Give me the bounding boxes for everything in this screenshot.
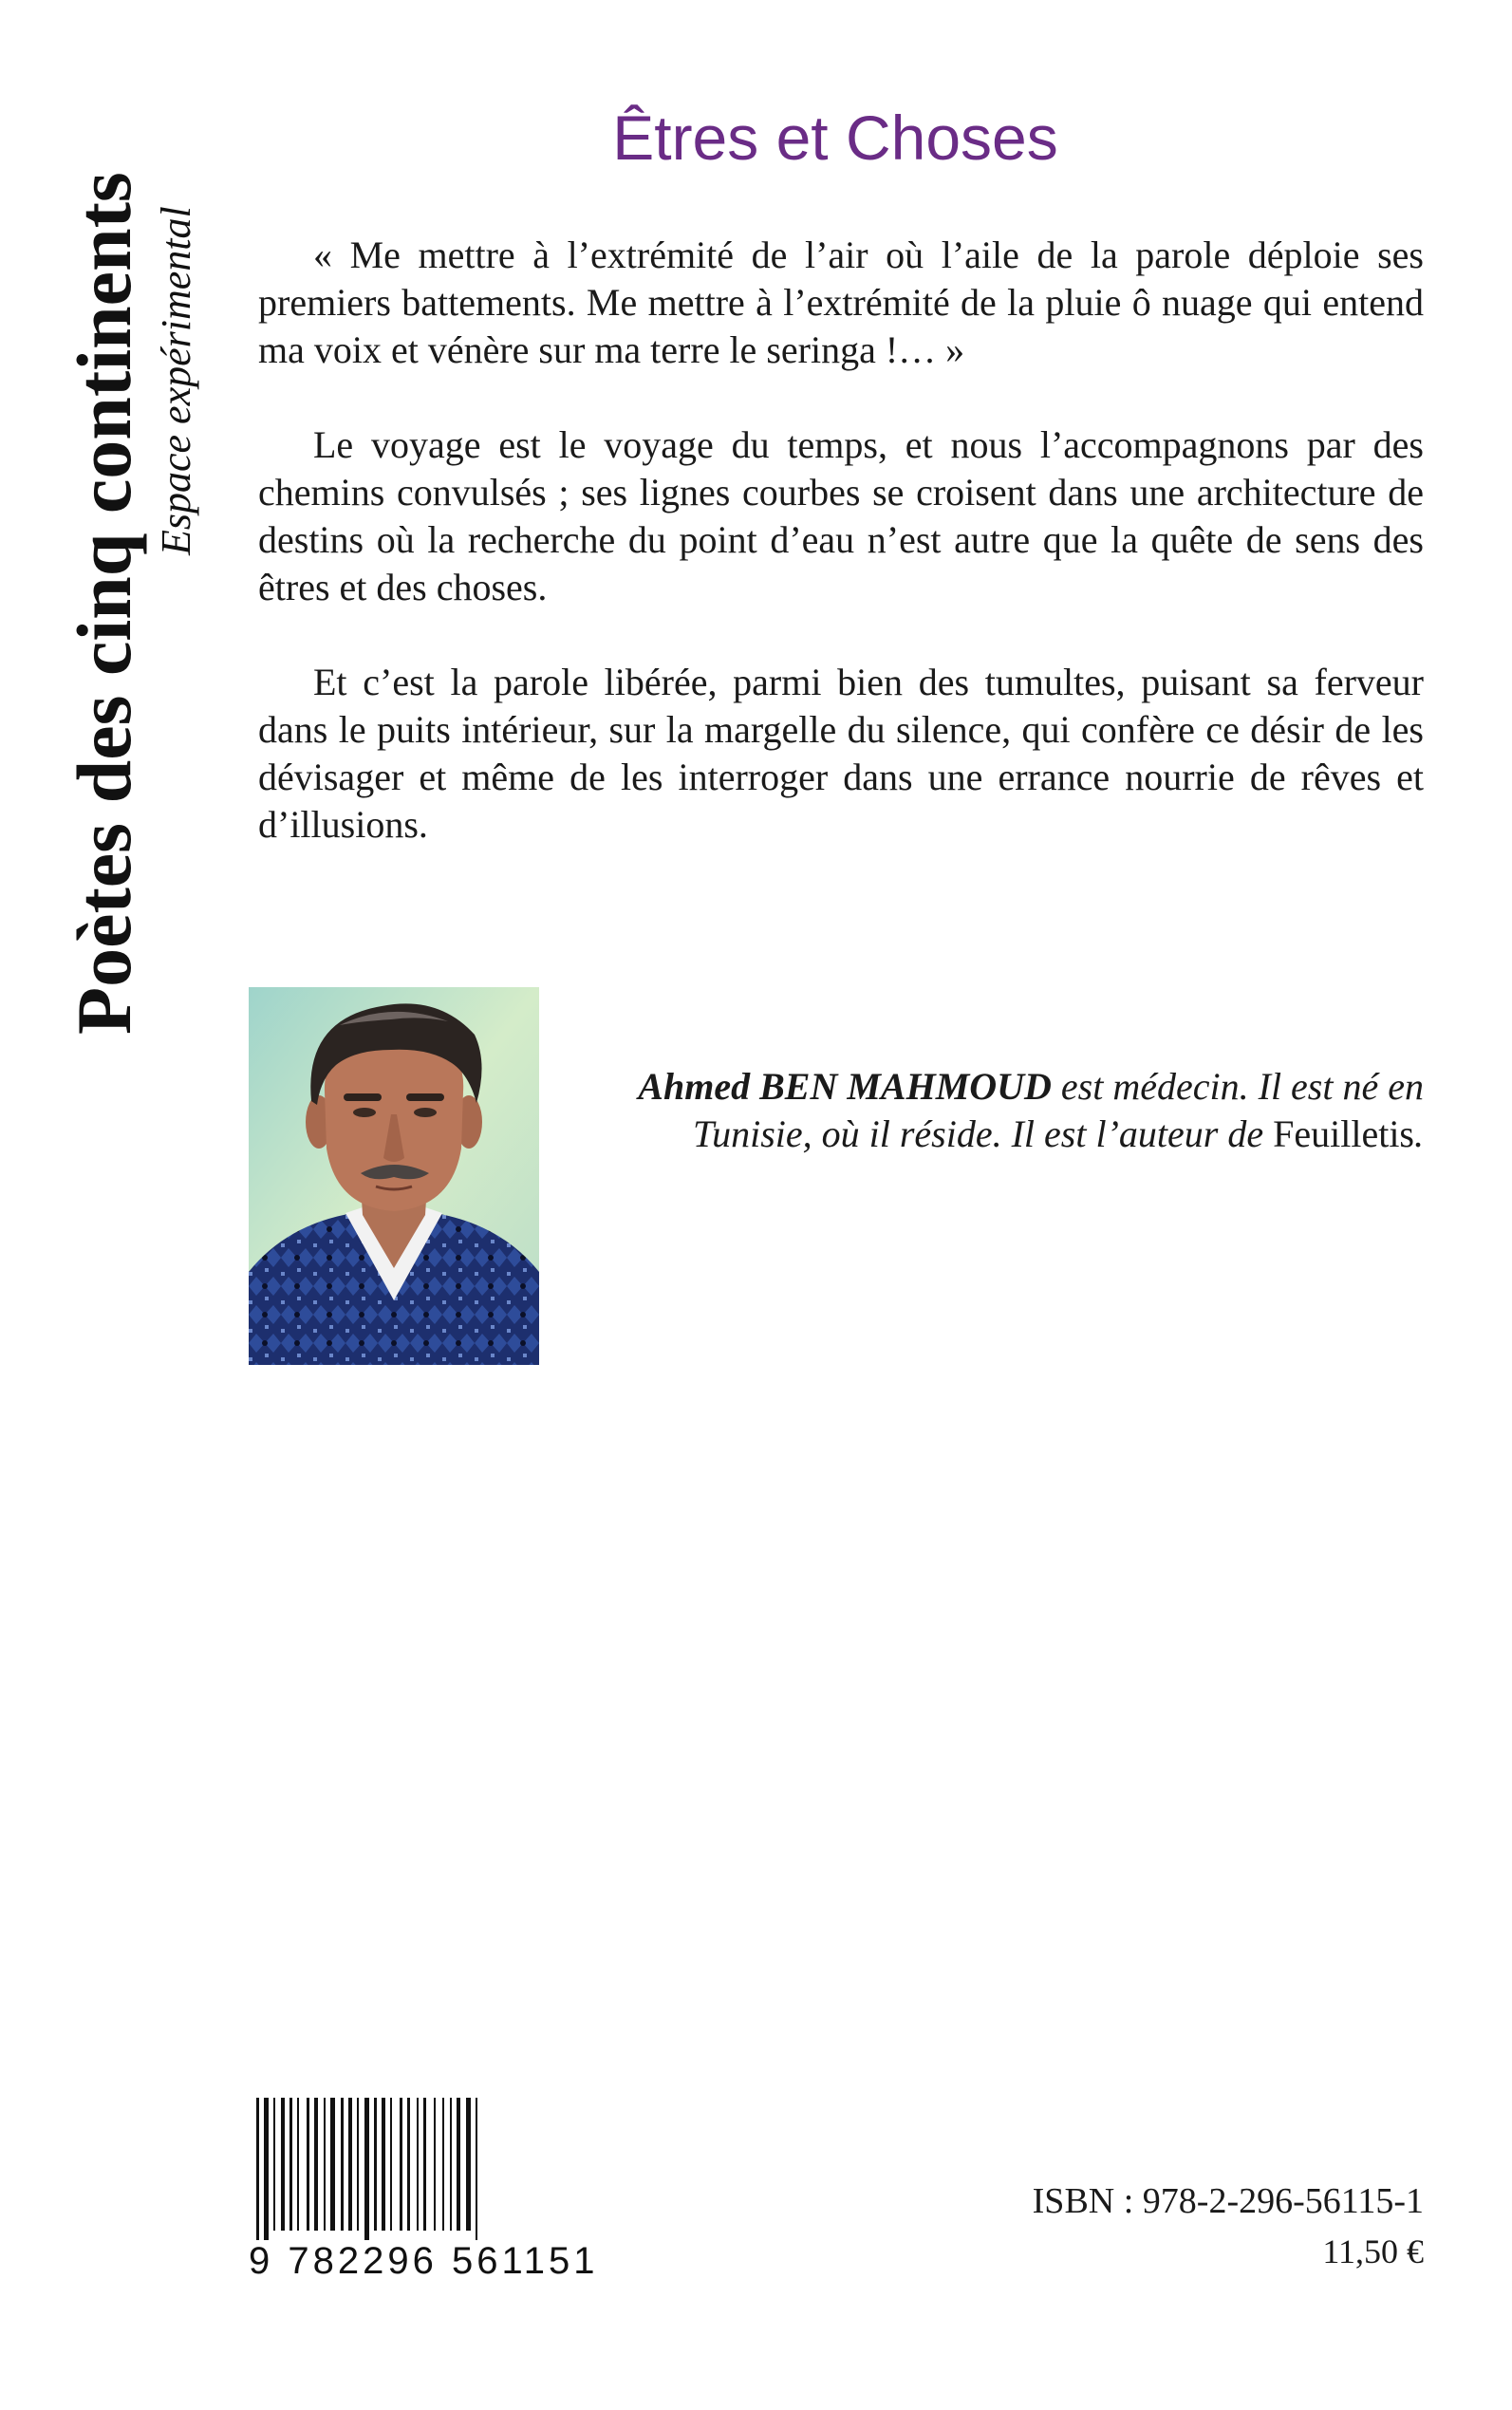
series-block	[57, 85, 209, 1035]
barcode-bar	[434, 2098, 436, 2231]
barcode	[249, 2098, 666, 2240]
barcode-bar	[417, 2098, 419, 2231]
price: 11,50 €	[1322, 2233, 1424, 2270]
author-name: Ahmed BEN MAHMOUD	[638, 1065, 1052, 1108]
barcode-bar	[423, 2098, 426, 2231]
blurb-paragraph-2: Le voyage est le voyage du temps, et nous l’accompagnons par des chemins convulsés ; ses lignes courbes se croisent dans une architecture de destins où la recherche du point d’eau n’est autre que la quête de sens des êtres et des choses.	[258, 423, 1424, 608]
barcode-bar	[281, 2098, 285, 2231]
barcode-bar	[307, 2098, 309, 2231]
barcode-bar	[442, 2098, 444, 2231]
author-bio-end: .	[1414, 1112, 1424, 1155]
barcode-bar	[382, 2098, 385, 2231]
blurb-paragraph-3: Et c’est la parole libérée, parmi bien des tumultes, puisant sa ferveur dans le puits intérieur, sur la margelle du silence, qui confère ce désir de les dévisager et même de les interroger dans une errance nourrie de rêves et d’illusions.	[258, 661, 1424, 846]
barcode-digits: 9 782296 561151	[249, 2240, 599, 2282]
barcode-bar	[400, 2098, 402, 2231]
isbn: ISBN : 978-2-296-56115-1	[1032, 2181, 1424, 2221]
barcode-bar	[314, 2098, 318, 2231]
barcode-bar	[297, 2098, 299, 2231]
barcode-bar	[374, 2098, 377, 2231]
blurb	[258, 232, 1424, 896]
barcode-bar	[256, 2098, 259, 2240]
barcode-bar	[450, 2098, 452, 2231]
blurb-paragraph-1: « Me mettre à l’extrémité de l’air où l’aile de la parole déploie ses premiers battements. Me mettre à l’extrémité de la pluie ô nuage qui entend ma voix et vénère sur ma terre le seringa !… »	[258, 234, 1424, 371]
barcode-bar	[457, 2098, 460, 2231]
series-subtitle: Espace expérimental	[153, 206, 199, 555]
author-photo	[249, 987, 539, 1365]
barcode-bar	[273, 2098, 275, 2231]
barcode-bar	[289, 2098, 292, 2231]
barcode-bar	[476, 2098, 477, 2240]
barcode-bar	[407, 2098, 410, 2231]
barcode-bar	[357, 2098, 359, 2231]
barcode-bar	[348, 2098, 352, 2231]
barcode-bar	[364, 2098, 369, 2240]
barcode-bar	[341, 2098, 344, 2231]
author-bio-text: est médecin. Il est né en Tunisie, où il réside. Il est l’auteur de	[693, 1065, 1424, 1155]
barcode-bar	[330, 2098, 335, 2231]
barcode-bar	[264, 2098, 269, 2240]
barcode-bar	[390, 2098, 392, 2231]
book-title: Êtres et Choses	[612, 103, 1058, 173]
barcode-bar	[324, 2098, 326, 2231]
author-bio	[569, 1063, 1424, 1158]
author-book-reference: Feuilletis	[1273, 1112, 1414, 1155]
barcode-bar	[466, 2098, 471, 2231]
series-title: Poètes des cinq continents	[61, 172, 147, 1035]
